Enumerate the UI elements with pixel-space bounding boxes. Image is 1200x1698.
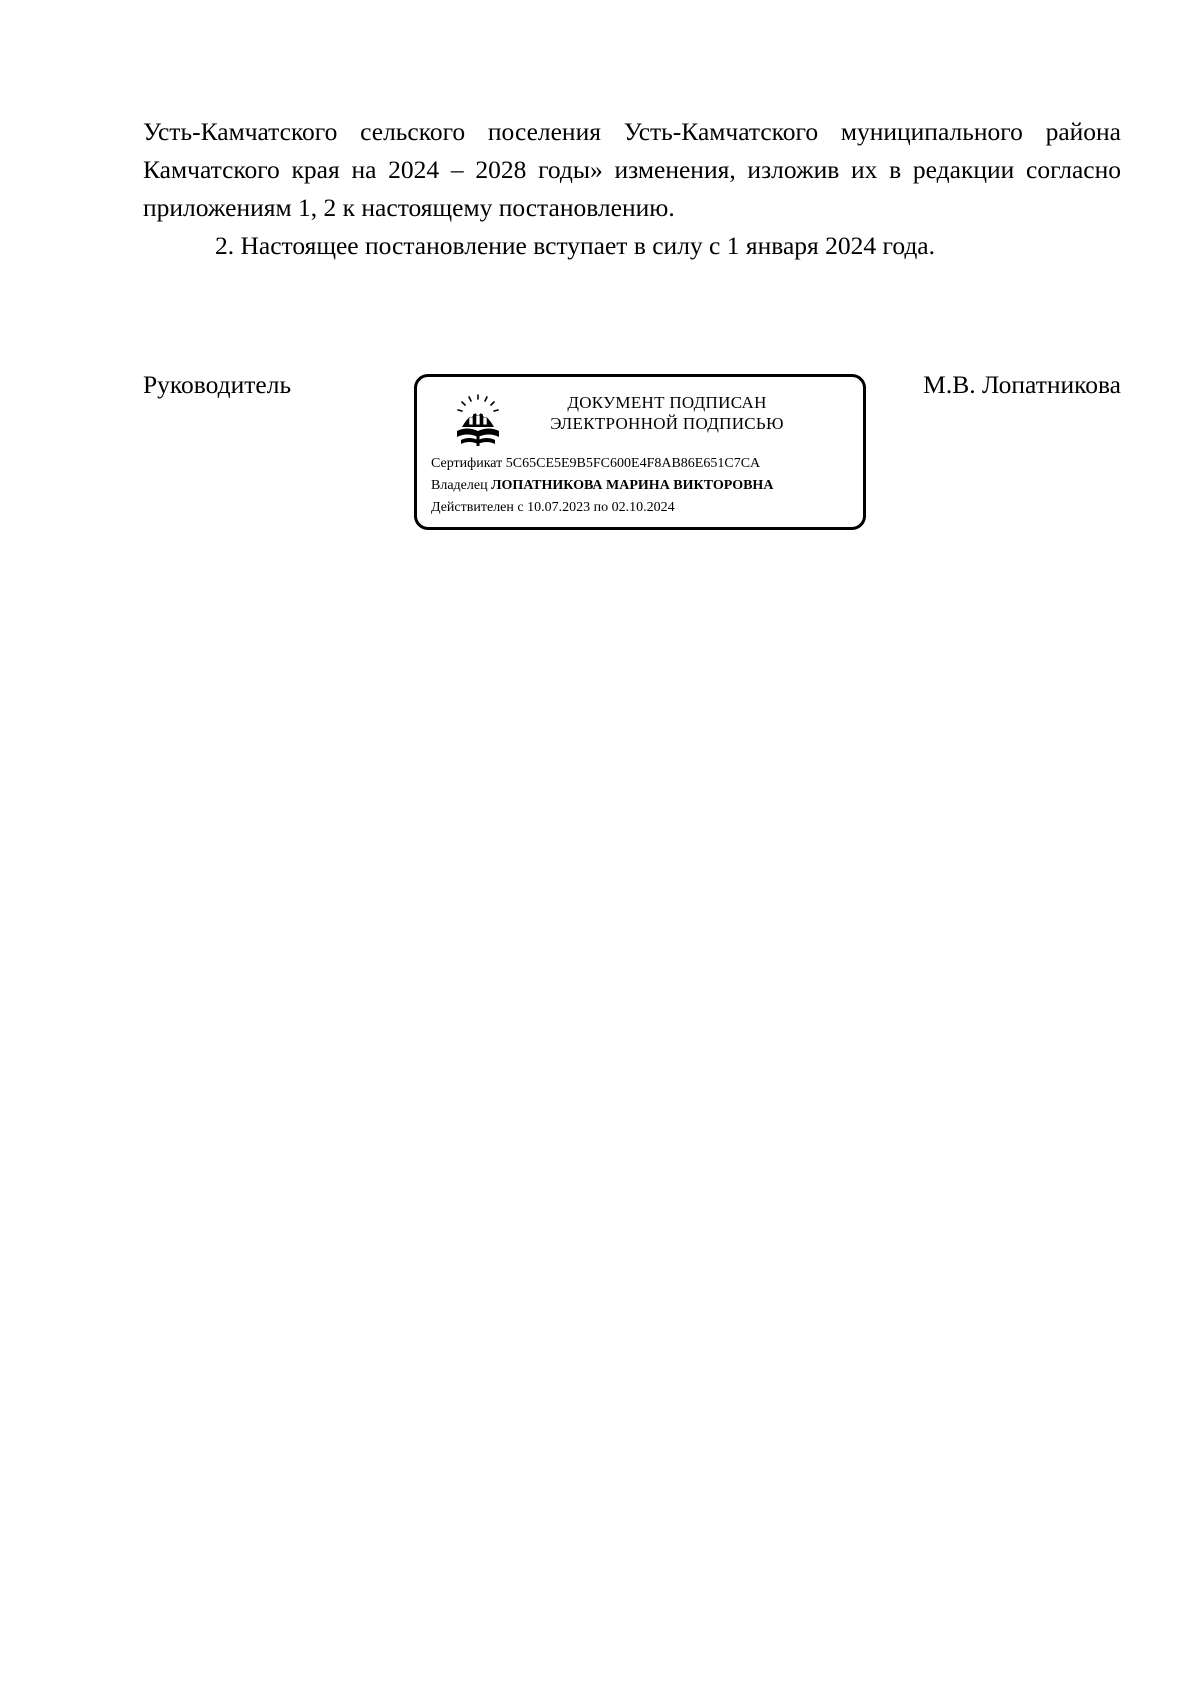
valid-to-label: по: [593, 500, 609, 515]
signer-name: М.В. Лопатникова: [923, 370, 1121, 399]
stamp-validity: [431, 499, 675, 517]
owner-label: Владелец: [431, 478, 488, 493]
stamp-certificate: [431, 455, 760, 473]
stamp-title-line-2: ЭЛЕКТРОННОЙ ПОДПИСЬЮ: [550, 414, 784, 433]
stamp-title: [517, 392, 817, 434]
paragraph-continuation: Усть-Камчатского сельского поселения Усть-Камчатского муниципального района Камчатского края на 2024 – 2028 годы» изменения, изложив их в редакции согласно приложениям 1, 2 к настоящему постановлению.: [143, 117, 1121, 222]
certificate-label: Сертификат: [431, 456, 503, 471]
certificate-value: 5C65CE5E9B5FC600E4F8AB86E651C7CA: [505, 456, 761, 471]
coat-of-arms-icon: [453, 393, 503, 449]
valid-label: Действителен с: [431, 500, 524, 515]
owner-value: ЛОПАТНИКОВА МАРИНА ВИКТОРОВНА: [491, 478, 774, 493]
signer-position: Руководитель: [143, 370, 292, 399]
electronic-signature-stamp: [414, 374, 866, 530]
paragraph-effective-date: 2. Настоящее постановление вступает в силу с 1 января 2024 года.: [215, 231, 936, 260]
stamp-title-line-1: ДОКУМЕНТ ПОДПИСАН: [567, 393, 767, 412]
document-body: [143, 113, 1121, 265]
valid-to: 02.10.2024: [611, 500, 675, 515]
stamp-owner: [431, 477, 773, 495]
valid-from: 10.07.2023: [527, 500, 591, 515]
